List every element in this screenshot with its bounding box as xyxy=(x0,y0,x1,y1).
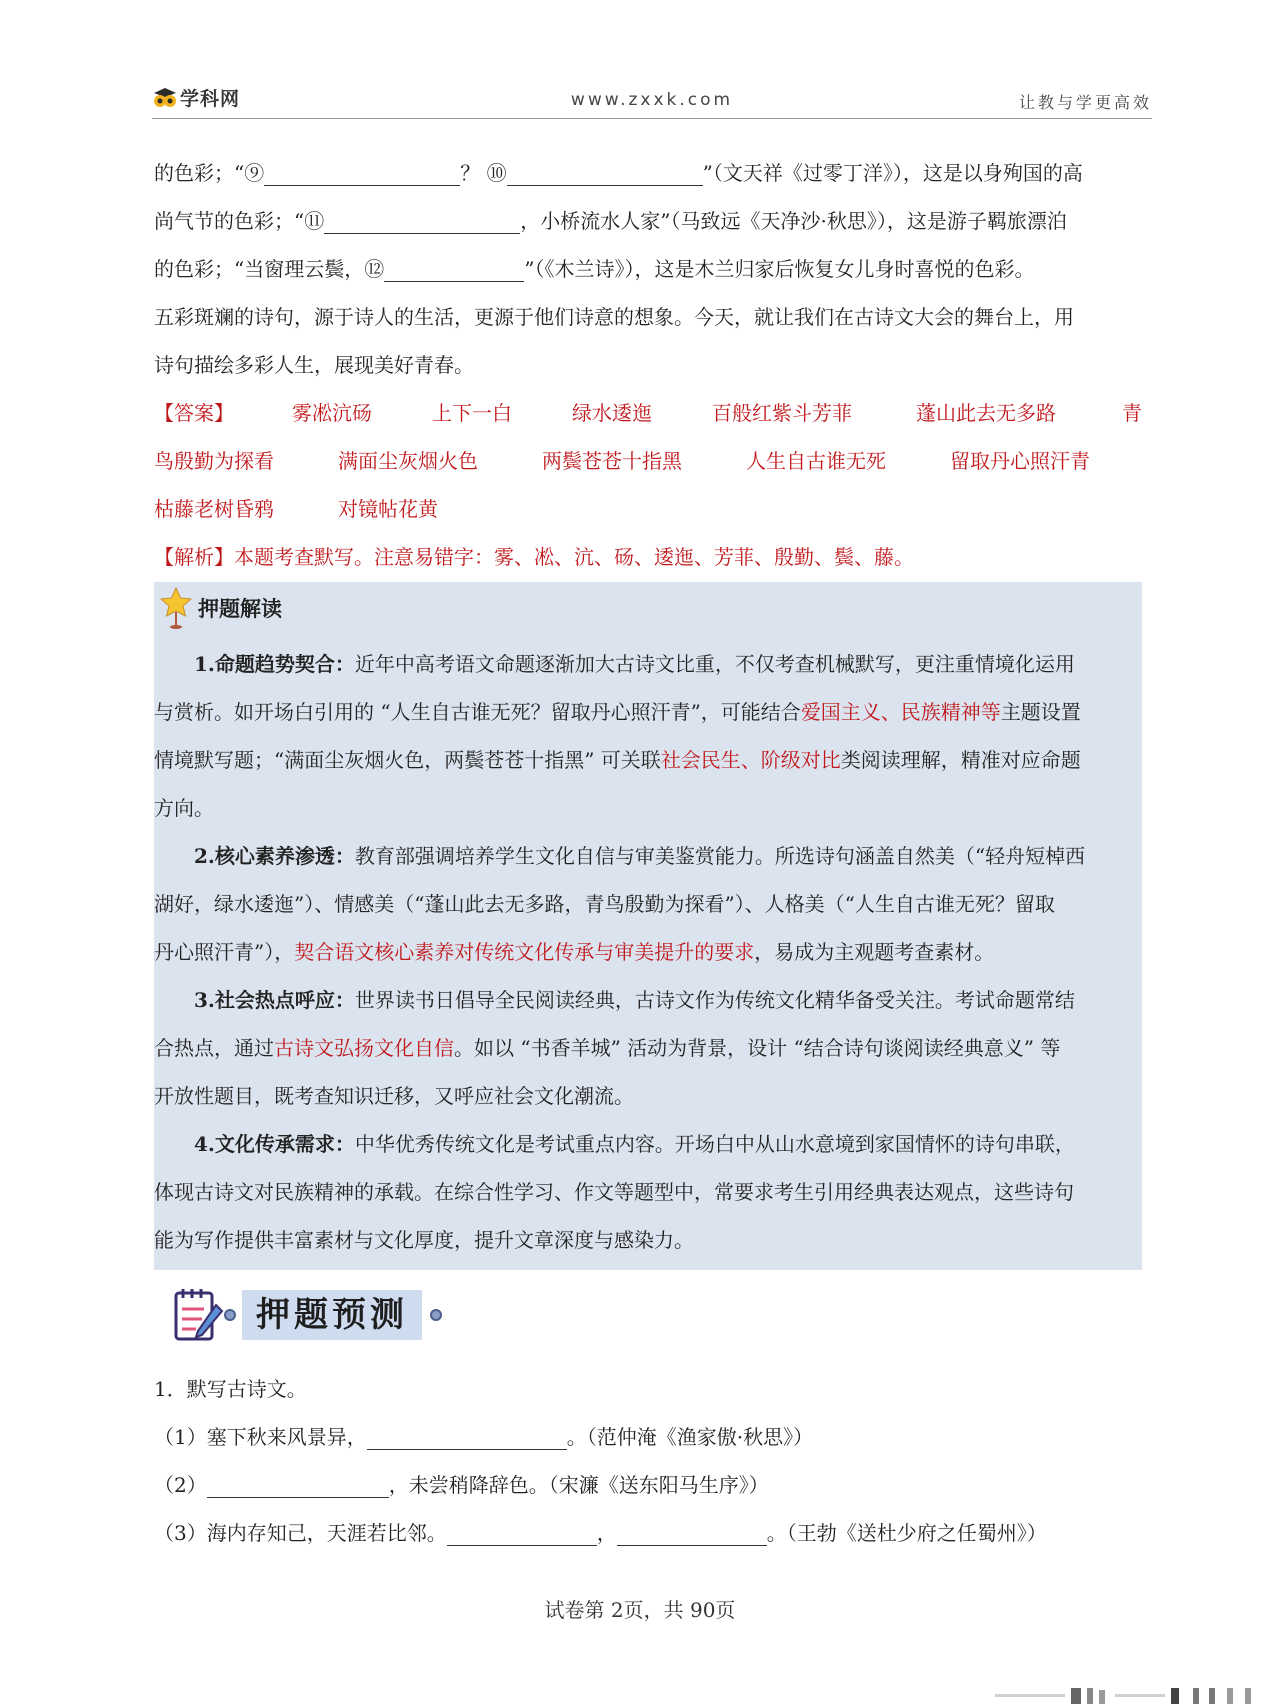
watermark-icon xyxy=(995,1688,1265,1706)
section-heading: 3.社会热点呼应： xyxy=(194,988,355,1012)
answer-item: 蓬山此去无多路 xyxy=(916,401,1056,425)
box-body xyxy=(154,640,1142,1264)
fill-blank xyxy=(507,159,703,186)
text: 。如以 “书香羊城” 活动为背景，设计 “结合诗句谈阅读经典意义” 等 xyxy=(454,1036,1061,1060)
answer-item: 留取丹心照汗青 xyxy=(950,449,1090,473)
highlight-text: 古诗文弘扬文化自信 xyxy=(274,1036,454,1060)
answer-row xyxy=(154,485,1144,533)
answer-item: 人生自古谁无死 xyxy=(746,449,886,473)
text: ，未尝稍降辞色。（宋濂《送东阳马生序》） xyxy=(388,1473,769,1497)
box-title xyxy=(158,586,282,630)
box-title-text: 押题解读 xyxy=(198,596,282,621)
star-icon xyxy=(158,586,194,630)
text: 中华优秀传统文化是考试重点内容。开场白中从山水意境到家国情怀的诗句串联， xyxy=(354,1132,1075,1156)
text: 世界读书日倡导全民阅读经典，古诗文作为传统文化精华备受关注。考试命题常结 xyxy=(354,988,1075,1012)
intro-line xyxy=(154,245,1144,293)
question-item xyxy=(154,1461,1144,1509)
text: 。（王勃《送杜少府之任蜀州》） xyxy=(766,1521,1047,1545)
answer-row xyxy=(154,437,1144,485)
answer-item: 鸟殷勤为探看 xyxy=(154,449,274,473)
fill-blank xyxy=(264,159,460,186)
section-heading: 1.命题趋势契合： xyxy=(194,652,355,676)
prediction-banner xyxy=(172,1285,442,1345)
slogan: 让教与学更高效 xyxy=(1018,93,1152,112)
question-item xyxy=(154,1509,1144,1557)
answer-item: 枯藤老树昏鸦 xyxy=(154,497,274,521)
text: ，易成为主观题考查素材。 xyxy=(754,940,995,964)
box-line xyxy=(154,640,1142,688)
box-line: 能为写作提供丰富素材与文化厚度，提升文章深度与感染力。 xyxy=(154,1228,694,1252)
text: ”（《木兰诗》），这是木兰归家后恢复女儿身时喜悦的色彩。 xyxy=(524,257,1035,281)
box-line xyxy=(154,688,1142,736)
box-line: 方向。 xyxy=(154,796,214,820)
answer-item: 两鬓苍苍十指黑 xyxy=(542,449,682,473)
answer-item: 青 xyxy=(1122,401,1142,425)
box-line xyxy=(154,1120,1142,1168)
text: 的色彩；“⑨ xyxy=(154,161,265,185)
box-line xyxy=(154,1024,1142,1072)
intro-line xyxy=(154,197,1144,245)
logo-text: 学科网 xyxy=(180,88,241,110)
text: 尚气节的色彩；“⑪ xyxy=(154,209,325,233)
fill-blank xyxy=(384,255,524,282)
highlight-text: 爱国主义、民族精神等 xyxy=(800,700,1001,724)
highlight-text: 社会民生、阶级对比 xyxy=(660,748,841,772)
text: 类阅读理解，精准对应命题 xyxy=(840,748,1081,772)
answer-label: 【答案】 xyxy=(154,401,234,425)
fill-blank[interactable] xyxy=(207,1471,389,1498)
notepad-icon xyxy=(172,1285,224,1345)
text: 近年中高考语文命题逐渐加大古诗文比重，不仅考查机械默写，更注重情境化运用 xyxy=(354,652,1075,676)
fill-blank[interactable] xyxy=(617,1519,767,1546)
intro-line: 五彩斑斓的诗句，源于诗人的生活，更源于他们诗意的想象。今天，就让我们在古诗文大会的舞台上，用 xyxy=(154,305,1074,329)
answer-item: 绿水逶迤 xyxy=(572,401,652,425)
text: ”（文天祥《过零丁洋》），这是以身殉国的高 xyxy=(702,161,1083,185)
answer-item: 对镜帖花黄 xyxy=(338,497,438,521)
highlight-text: 契合语文核心素养对传统文化传承与审美提升的要求 xyxy=(294,940,755,964)
answer-item: 上下一白 xyxy=(432,401,512,425)
banner-dot xyxy=(224,1309,236,1321)
text: （3）海内存知己，天涯若比邻。 xyxy=(154,1521,447,1545)
box-line: 湖好，绿水逶迤”）、情感美（“蓬山此去无多路，青鸟殷勤为探看”）、人格美（“人生自古谁无死？留取 xyxy=(154,892,1055,916)
text: 的色彩；“当窗理云鬓，⑫ xyxy=(154,257,385,281)
intro-line: 诗句描绘多彩人生，展现美好青春。 xyxy=(154,353,474,377)
text: 情境默写题；“满面尘灰烟火色，两鬓苍苍十指黑” 可关联 xyxy=(154,748,661,772)
answer-item: 满面尘灰烟火色 xyxy=(338,449,478,473)
text: 与赏析。如开场白引用的 “人生自古谁无死？留取丹心照汗青”，可能结合 xyxy=(154,700,801,724)
question-item xyxy=(154,1413,1144,1461)
section-heading: 2.核心素养渗透： xyxy=(194,844,355,868)
text: 丹心照汗青”）， xyxy=(154,940,295,964)
box-line xyxy=(154,832,1142,880)
questions xyxy=(154,1365,1144,1557)
analysis-label: 【解析】 xyxy=(154,545,234,569)
answer-row xyxy=(154,389,1144,437)
page-header xyxy=(152,82,1152,119)
intro-text xyxy=(154,149,1144,581)
text: 合热点，通过 xyxy=(154,1036,274,1060)
question-title: 1．默写古诗文。 xyxy=(154,1377,307,1401)
text: 主题设置 xyxy=(1000,700,1081,724)
text: （1）塞下秋来风景异， xyxy=(154,1425,367,1449)
prediction-title: 押题预测 xyxy=(242,1290,422,1340)
fill-blank xyxy=(324,207,520,234)
interpretation-box xyxy=(154,582,1142,1270)
text: ？ ⑩ xyxy=(460,161,507,185)
box-line xyxy=(154,736,1142,784)
text: ， xyxy=(596,1521,617,1545)
box-line: 开放性题目，既考查知识迁移，又呼应社会文化潮流。 xyxy=(154,1084,634,1108)
text: （2） xyxy=(154,1473,207,1497)
box-line xyxy=(154,928,1142,976)
intro-line xyxy=(154,149,1144,197)
text: 教育部强调培养学生文化自信与审美鉴赏能力。所选诗句涵盖自然美（“轻舟短棹西 xyxy=(354,844,1086,868)
answer-item: 百般红紫斗芳菲 xyxy=(712,401,852,425)
page-footer: 试卷第 2页，共 90页 xyxy=(544,1598,736,1622)
box-line: 体现古诗文对民族精神的承载。在综合性学习、作文等题型中，常要求考生引用经典表达观点，这些诗句 xyxy=(154,1180,1074,1204)
answer-item: 雾凇沆砀 xyxy=(292,401,372,425)
fill-blank[interactable] xyxy=(367,1423,567,1450)
site-url: www.zxxk.com xyxy=(570,90,734,110)
text: 。（范仲淹《渔家傲·秋思》） xyxy=(566,1425,814,1449)
text: ，小桥流水人家”（马致远《天净沙·秋思》），这是游子羁旅漂泊 xyxy=(520,209,1067,233)
section-heading: 4.文化传承需求： xyxy=(194,1132,355,1156)
analysis-text: 本题考查默写。注意易错字：雾、凇、沆、砀、逶迤、芳菲、殷勤、鬓、藤。 xyxy=(234,545,914,569)
fill-blank[interactable] xyxy=(447,1519,597,1546)
analysis xyxy=(154,533,1144,581)
banner-dot xyxy=(430,1309,442,1321)
box-line xyxy=(154,976,1142,1024)
